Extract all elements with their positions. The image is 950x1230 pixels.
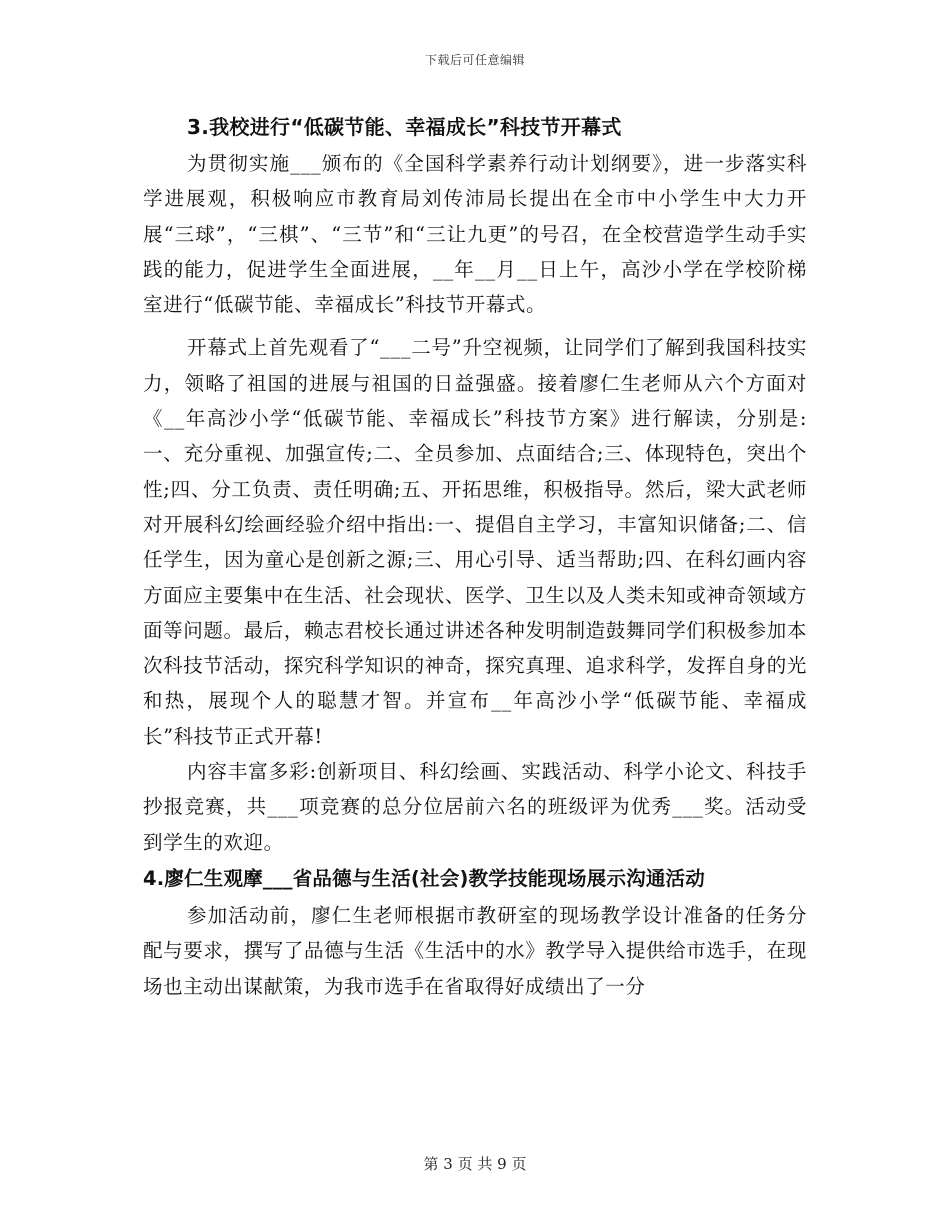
- section-3-heading: 3.我校进行“低碳节能、幸福成长”科技节开幕式: [187, 115, 622, 139]
- section-4-heading: 4.廖仁生观摩___省品德与生活(社会)教学技能现场展示沟通活动: [143, 866, 705, 890]
- page-footer: 第 3 页 共 9 页: [423, 1155, 527, 1173]
- section-3-paragraph-1: 为贯彻实施___颁布的《全国科学素养行动计划纲要》，进一步落实科学进展观，积极响应市教育局刘传沛局长提出在全市中小学生中大力开展“三球”，“三棋”、“三节”和“三让九更”的号召，在全校营造学生动手实践的能力，促进学生全面进展，__年__月__日上午，高沙小学在学校阶梯室进行“低碳节能、幸福成长”科技节开幕式。: [143, 152, 807, 317]
- paragraph-gap: [143, 322, 807, 330]
- document-body: [143, 108, 807, 1004]
- section-3-paragraph-2: 开幕式上首先观看了“___二号”升空视频，让同学们了解到我国科技实力，领略了祖国的进展与祖国的日益强盛。接着廖仁生老师从六个方面对《__年高沙小学“低碳节能、幸福成长”科技节方案》进行解读，分别是:一、充分重视、加强宣传;二、全员参加、点面结合;三、体现特色，突出个性;四、分工负责、责任明确;五、开拓思维，积极指导。然后，梁大武老师对开展科幻绘画经验介绍中指出:一、提倡自主学习，丰富知识储备;二、信任学生，因为童心是创新之源;三、用心引导、适当帮助;四、在科幻画内容方面应主要集中在生活、社会现状、医学、卫生以及人类未知或神奇领域方面等问题。最后，赖志君校长通过讲述各种发明制造鼓舞同学们积极参加本次科技节活动，探究科学知识的神奇，探究真理、追求科学，发挥自身的光和热，展现个人的聪慧才智。并宣布__年高沙小学“低碳节能、幸福成长”科技节正式开幕!: [143, 336, 807, 748]
- section-3-paragraph-3: 内容丰富多彩:创新项目、科幻绘画、实践活动、科学小论文、科技手抄报竞赛，共___项竞赛的总分位居前六名的班级评为优秀___奖。活动受到学生的欢迎。: [143, 760, 807, 854]
- section-4-paragraph-1: 参加活动前，廖仁生老师根据市教研室的现场教学设计准备的任务分配与要求，撰写了品德与生活《生活中的水》教学导入提供给市选手，在现场也主动出谋献策，为我市选手在省取得好成绩出了一分: [143, 903, 807, 998]
- header-note: 下载后可任意编辑: [424, 53, 525, 67]
